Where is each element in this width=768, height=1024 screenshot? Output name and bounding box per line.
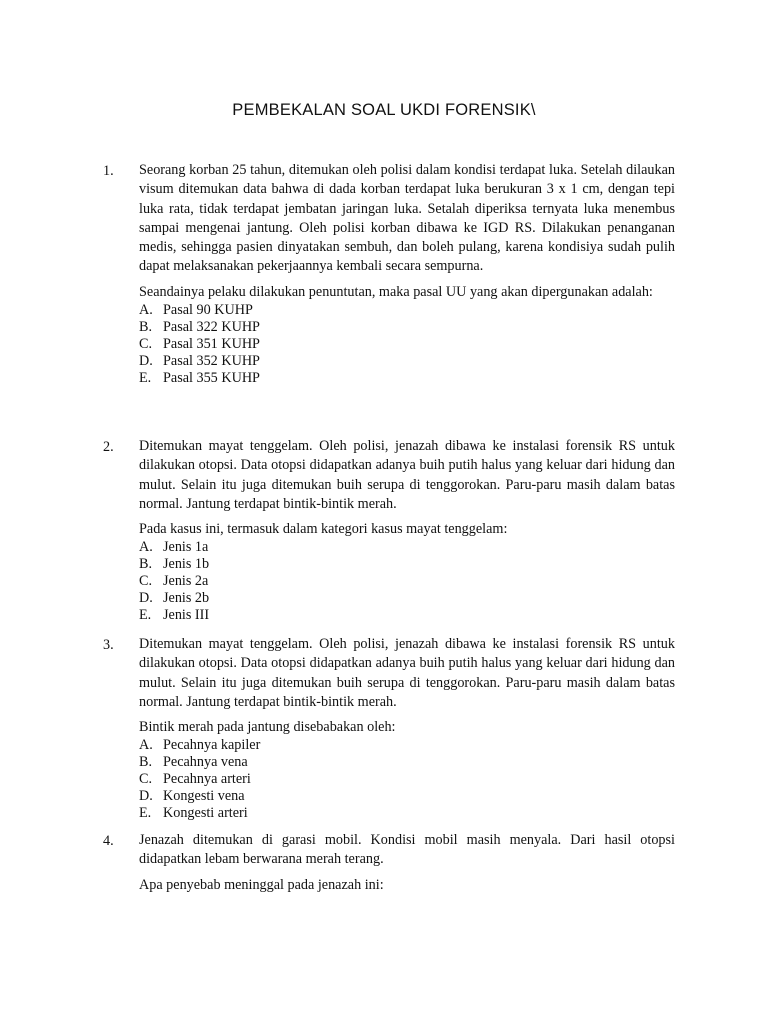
answer-option-d[interactable] [139,590,675,607]
question-stem: Seorang korban 25 tahun, ditemukan oleh polisi dalam kondisi terdapat luka. Setelah dilaukan visum ditemukan data bahwa di dada korban terdapat luka berukuran 3 x 1 cm, dengan tepi luka rata, tidak terdapat jembatan jaringan luka. Setalah diperiksa ternyata luka menembus sampai mengenai jantung. Oleh polisi korban dibawa ke IGD RS. Dilakukan penanganan medis, sehingga pasien dinyatakan sembuh, dan boleh pulang, karena kondisiya sudah pulih dapat melaksanakan pekerjaannya kembali secara sempurna. [139,162,675,275]
option-text: Pasal 352 KUHP [163,353,260,370]
option-letter: A. [139,539,153,556]
option-text: Pasal 322 KUHP [163,319,260,336]
option-text: Jenis 1a [163,539,209,556]
answer-option-a[interactable] [139,539,675,556]
option-text: Pecahnya vena [163,754,248,771]
answer-option-c[interactable] [139,771,675,788]
option-letter: C. [139,771,153,788]
question-prompt: Pada kasus ini, termasuk dalam kategori kasus mayat tenggelam: [139,521,508,538]
option-text: Jenis III [163,607,210,624]
option-letter: E. [139,607,152,624]
document-title: PEMBEKALAN SOAL UKDI FORENSIK\ [232,101,536,119]
answer-option-b[interactable] [139,556,675,573]
question-stem: Jenazah ditemukan di garasi mobil. Kondisi mobil masih menyala. Dari hasil otopsi didapatkan lebam berwarana merah terang. [139,832,675,868]
question-stem: Ditemukan mayat tenggelam. Oleh polisi, jenazah dibawa ke instalasi forensik RS untuk dilakukan otopsi. Data otopsi didapatkan adanya buih putih halus yang keluar dari hidung dan mulut. Selain itu juga ditemukan buih serupa di tenggorokan. Paru-paru masih dalam batas normal. Jantung terdapat bintik-bintik merah. [139,438,675,512]
answer-option-c[interactable] [139,336,675,353]
option-text: Kongesti arteri [163,805,248,822]
answer-option-a[interactable] [139,302,675,319]
option-letter: D. [139,590,153,607]
question-stem: Ditemukan mayat tenggelam. Oleh polisi, jenazah dibawa ke instalasi forensik RS untuk dilakukan otopsi. Data otopsi didapatkan adanya buih putih halus yang keluar dari hidung dan mulut. Selain itu juga ditemukan buih serupa di tenggorokan. Paru-paru masih dalam batas normal. Jantung terdapat bintik-bintik merah. [139,636,675,710]
answer-option-e[interactable] [139,805,675,822]
answer-option-d[interactable] [139,353,675,370]
answer-option-c[interactable] [139,573,675,590]
option-letter: E. [139,370,152,387]
question-prompt: Apa penyebab meninggal pada jenazah ini: [139,876,384,893]
question-prompt: Seandainya pelaku dilakukan penuntutan, maka pasal UU yang akan dipergunakan adalah: [139,283,653,300]
question-number: 3. [103,637,114,653]
question-number: 1. [103,163,114,179]
option-letter: D. [139,353,153,370]
question-number: 4. [103,833,114,849]
answer-option-b[interactable] [139,754,675,771]
question-body [139,635,675,822]
answer-option-e[interactable] [139,607,675,624]
option-letter: C. [139,573,153,590]
option-letter: E. [139,805,152,822]
option-letter: C. [139,336,153,353]
option-text: Kongesti vena [163,788,245,805]
answer-option-e[interactable] [139,370,675,387]
option-text: Pecahnya arteri [163,771,251,788]
answer-options [139,737,675,822]
option-letter: A. [139,737,153,754]
answer-option-b[interactable] [139,319,675,336]
answer-option-a[interactable] [139,737,675,754]
question-body [139,161,675,387]
option-letter: B. [139,556,153,573]
answer-options [139,539,675,624]
option-text: Jenis 2b [163,590,210,607]
option-text: Jenis 2a [163,573,209,590]
answer-option-d[interactable] [139,788,675,805]
question-body [139,831,675,895]
option-letter: B. [139,319,153,336]
option-letter: A. [139,302,153,319]
answer-options [139,302,675,387]
question-body [139,437,675,624]
option-text: Pecahnya kapiler [163,737,261,754]
option-letter: B. [139,754,153,771]
option-text: Pasal 355 KUHP [163,370,260,387]
option-text: Pasal 90 KUHP [163,302,253,319]
option-text: Pasal 351 KUHP [163,336,260,353]
option-text: Jenis 1b [163,556,210,573]
question-number: 2. [103,439,114,455]
option-letter: D. [139,788,153,805]
question-prompt: Bintik merah pada jantung disebabakan oleh: [139,719,396,736]
